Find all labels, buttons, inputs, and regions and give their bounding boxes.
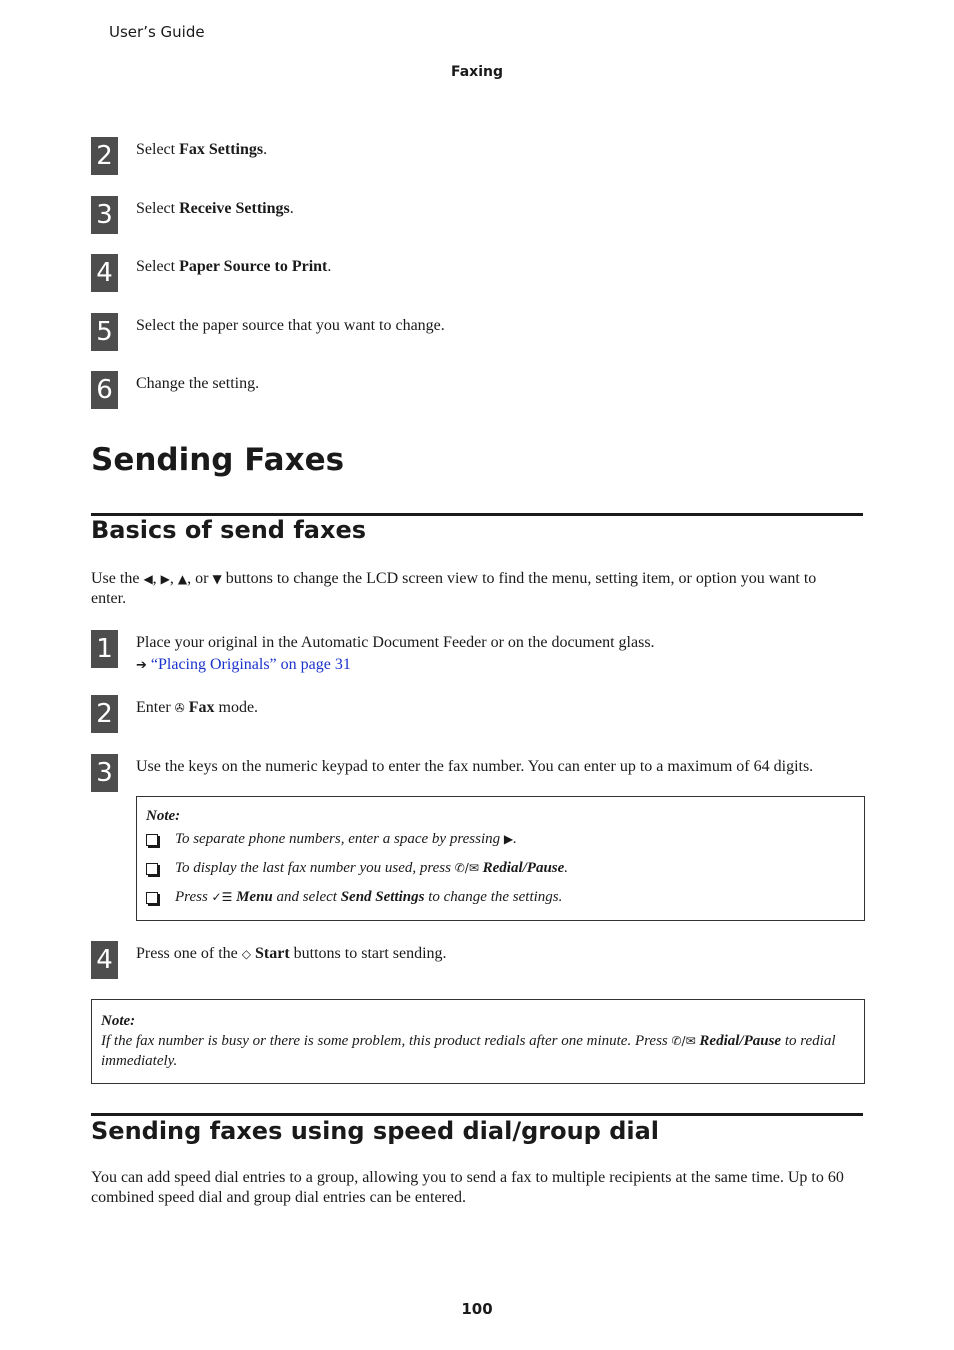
- page-title: Sending Faxes: [91, 442, 345, 478]
- step-number: 4: [91, 254, 118, 292]
- step-text: Select the paper source that you want to change.: [136, 317, 445, 334]
- note-text: If the fax number is busy or there is some problem, this product redials after one minute. Press ✆/✉ Redial/Pause to redial: [101, 1033, 836, 1049]
- step-number: 2: [91, 137, 118, 175]
- note-text-line2: immediately.: [101, 1053, 178, 1069]
- note-title: Note:: [101, 1013, 136, 1029]
- step-number: 3: [91, 754, 118, 792]
- arrow-left-icon: ◀: [143, 572, 153, 586]
- speed-dial-text: You can add speed dial entries to a group, allowing you to send a fax to multiple recipients at the same time. Up to 60 combined speed dial and group dial entries can be entered.: [91, 1169, 844, 1206]
- header-section-title: Faxing: [450, 64, 503, 80]
- note-box-step3: [136, 796, 865, 921]
- fax-mode-icon: ✇: [174, 701, 185, 715]
- step-text: Select Paper Source to Print.: [136, 258, 332, 275]
- arrow-down-icon: ▼: [212, 572, 222, 586]
- checkbox-bullet-icon: [146, 892, 158, 904]
- step-number: 5: [91, 313, 118, 351]
- arrow-up-icon: ▲: [177, 572, 188, 586]
- note-item: To separate phone numbers, enter a space by pressing ▶.: [137, 825, 864, 854]
- section-title-basics: Basics of send faxes: [91, 516, 367, 544]
- step-text: Select Receive Settings.: [136, 200, 294, 217]
- header-guide-title: User’s Guide: [109, 23, 205, 41]
- step-text: Select Fax Settings.: [136, 141, 268, 158]
- start-icon: ◇: [241, 947, 251, 961]
- step-number: 2: [91, 695, 118, 733]
- section-title-speed-dial: Sending faxes using speed dial/group dial: [91, 1117, 660, 1145]
- note-item: To display the last fax number you used, press ✆/✉ Redial/Pause.: [137, 854, 864, 883]
- arrow-right-icon: ▶: [503, 832, 514, 846]
- step-text: Enter ✇ Fax mode.: [136, 699, 259, 716]
- checkbox-bullet-icon: [146, 834, 158, 846]
- checkbox-bullet-icon: [146, 863, 158, 875]
- note-item: Press ✓☰ Menu and select Send Settings to change the settings.: [137, 883, 864, 912]
- placing-originals-link[interactable]: “Placing Originals” on page 31: [150, 656, 351, 673]
- link-arrow-icon: ➔: [136, 658, 147, 673]
- step-number: 4: [91, 941, 118, 979]
- note-title: Note:: [146, 808, 181, 824]
- redial-pause-icon: ✆/✉: [454, 861, 479, 875]
- menu-icon: ✓☰: [211, 890, 233, 904]
- note-box-redial: [91, 999, 865, 1084]
- arrow-right-icon: ▶: [160, 572, 170, 586]
- section-rule: [91, 1113, 863, 1116]
- page-number: 100: [461, 1300, 493, 1318]
- step-number: 1: [91, 630, 118, 668]
- step-text: Place your original in the Automatic Document Feeder or on the document glass. ➔ “Placing Originals” on page 31: [136, 634, 655, 673]
- step-number: 6: [91, 371, 118, 409]
- step-number: 3: [91, 196, 118, 234]
- redial-pause-icon: ✆/✉: [671, 1034, 696, 1048]
- step-text: Use the keys on the numeric keypad to enter the fax number. You can enter up to a maximum of 64 digits.: [136, 758, 814, 775]
- step-text: Press one of the ◇ Start buttons to start sending.: [136, 945, 447, 962]
- step-text: Change the setting.: [136, 375, 260, 392]
- basics-intro: Use the ◀, ▶, ▲, or ▼ buttons to change the LCD screen view to find the menu, setting item, or option you want to enter.: [91, 570, 817, 607]
